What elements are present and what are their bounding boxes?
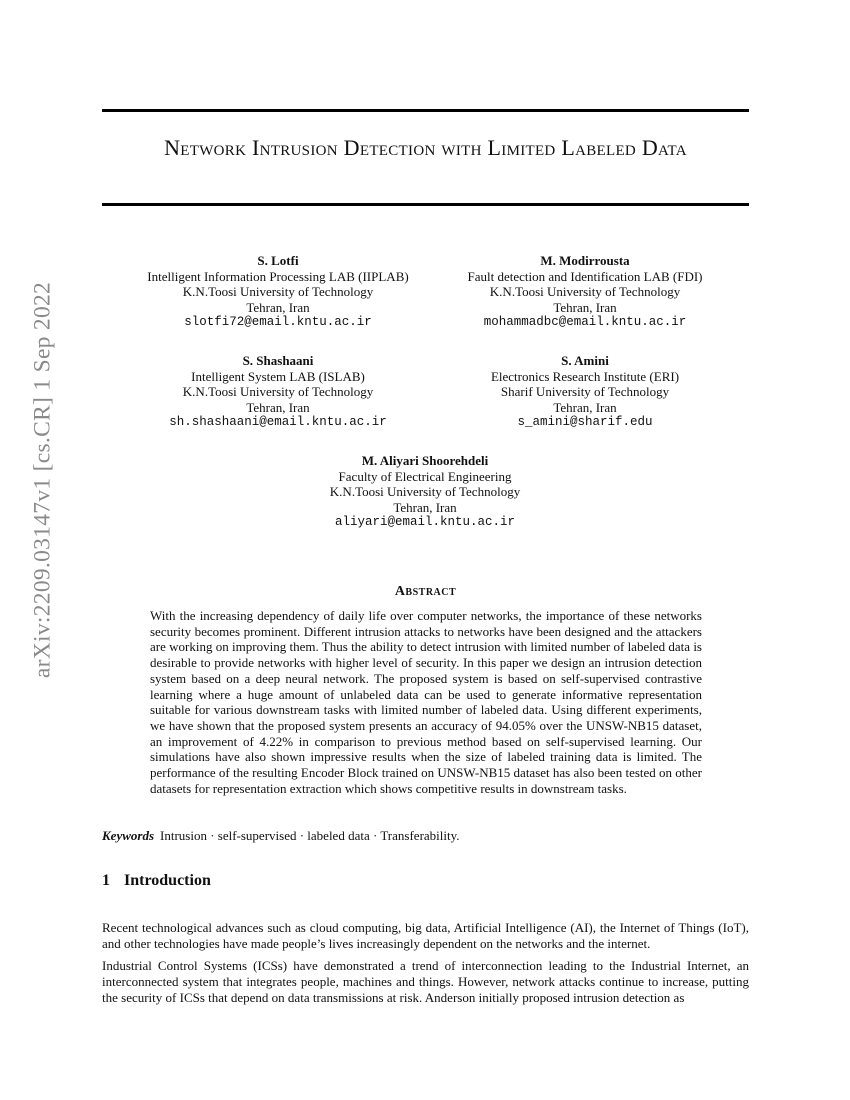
author-affiliation: Fault detection and Identification LAB (FDI) — [467, 268, 703, 284]
arxiv-identifier-stamp[interactable]: arXiv:2209.03147v1 [cs.CR] 1 Sep 2022 — [29, 281, 56, 679]
author-name: S. Shashaani — [242, 353, 314, 368]
author-block — [445, 353, 725, 431]
abstract-text: With the increasing dependency of daily life over computer networks, the importance of these networks security becomes prominent. Different intrusion attacks to networks have been designed and the attackers are working on improving them. Thus the ability to detect intrusion with limited number of labeled data is desirable to provide networks with higher level of security. In this paper we design an intrusion detection system based on a deep neural network. The proposed system is based on self-supervised contrastive learning where a huge amount of unlabeled data can be used to generate informative representation suitable for various downstream tasks with limited number of labeled data. Using different experiments, we have shown that the proposed system presents an accuracy of 94.05% over the UNSW-NB15 dataset, an improvement of 4.22% in comparison to previous method based on self-supervised learning. Our simulations have also shown impressive results when the size of labeled training data is limited. The performance of the resulting Encoder Block trained on UNSW-NB15 dataset has also been tested on other datasets for representation extraction which shows competitive results in downstream tasks. — [150, 608, 702, 796]
author-name: S. Lotfi — [257, 253, 299, 268]
author-block — [445, 253, 725, 331]
author-location: Tehran, Iran — [393, 499, 457, 515]
author-institution: Sharif University of Technology — [500, 384, 670, 399]
section-number: 1 — [102, 872, 110, 889]
author-email[interactable]: mohammadbc@email.kntu.ac.ir — [483, 315, 687, 329]
author-location: Tehran, Iran — [553, 399, 617, 415]
author-location: Tehran, Iran — [246, 399, 310, 415]
abstract-heading: Abstract — [394, 584, 457, 599]
author-block — [128, 253, 428, 331]
section-heading — [102, 872, 211, 890]
title-top-rule — [102, 109, 749, 112]
keywords-label: Keywords — [102, 828, 154, 843]
author-email[interactable]: sh.shashaani@email.kntu.ac.ir — [169, 415, 387, 429]
keywords-line — [102, 828, 460, 844]
author-affiliation: Electronics Research Institute (ERI) — [490, 368, 680, 384]
body-paragraph: Industrial Control Systems (ICSs) have demonstrated a trend of interconnection leading to the Industrial Internet, an interconnected system that integrates people, machines and things. However, network attacks continue to increase, putting the security of ICSs that depend on data transmissions at risk. Anderson initially proposed intrusion detection as — [102, 958, 749, 1005]
author-email[interactable]: s_amini@sharif.edu — [517, 415, 653, 429]
paper-title: Network Intrusion Detection with Limited Labeled Data — [164, 135, 687, 160]
author-block — [275, 453, 575, 531]
author-institution: K.N.Toosi University of Technology — [489, 284, 681, 299]
author-institution: K.N.Toosi University of Technology — [329, 484, 521, 499]
author-location: Tehran, Iran — [553, 299, 617, 315]
author-block — [128, 353, 428, 431]
author-institution: K.N.Toosi University of Technology — [182, 284, 374, 299]
author-name: S. Amini — [561, 353, 609, 368]
author-email[interactable]: slotfi72@email.kntu.ac.ir — [184, 315, 372, 329]
author-name: M. Modirrousta — [540, 253, 630, 268]
author-email[interactable]: aliyari@email.kntu.ac.ir — [334, 515, 516, 529]
author-location: Tehran, Iran — [246, 299, 310, 315]
keywords-text: Intrusion · self-supervised · labeled data · Transferability. — [160, 828, 460, 843]
author-affiliation: Faculty of Electrical Engineering — [338, 468, 512, 484]
body-paragraph: Recent technological advances such as cloud computing, big data, Artificial Intelligence (AI), the Internet of Things (IoT), and other technologies have made people’s lives increasingly dependent on the networks and the internet. — [102, 920, 749, 951]
author-name: M. Aliyari Shoorehdeli — [361, 453, 489, 468]
author-affiliation: Intelligent Information Processing LAB (IIPLAB) — [147, 268, 409, 284]
title-bottom-rule — [102, 203, 749, 206]
section-title: Introduction — [124, 872, 211, 889]
author-institution: K.N.Toosi University of Technology — [182, 384, 374, 399]
author-affiliation: Intelligent System LAB (ISLAB) — [191, 368, 365, 384]
